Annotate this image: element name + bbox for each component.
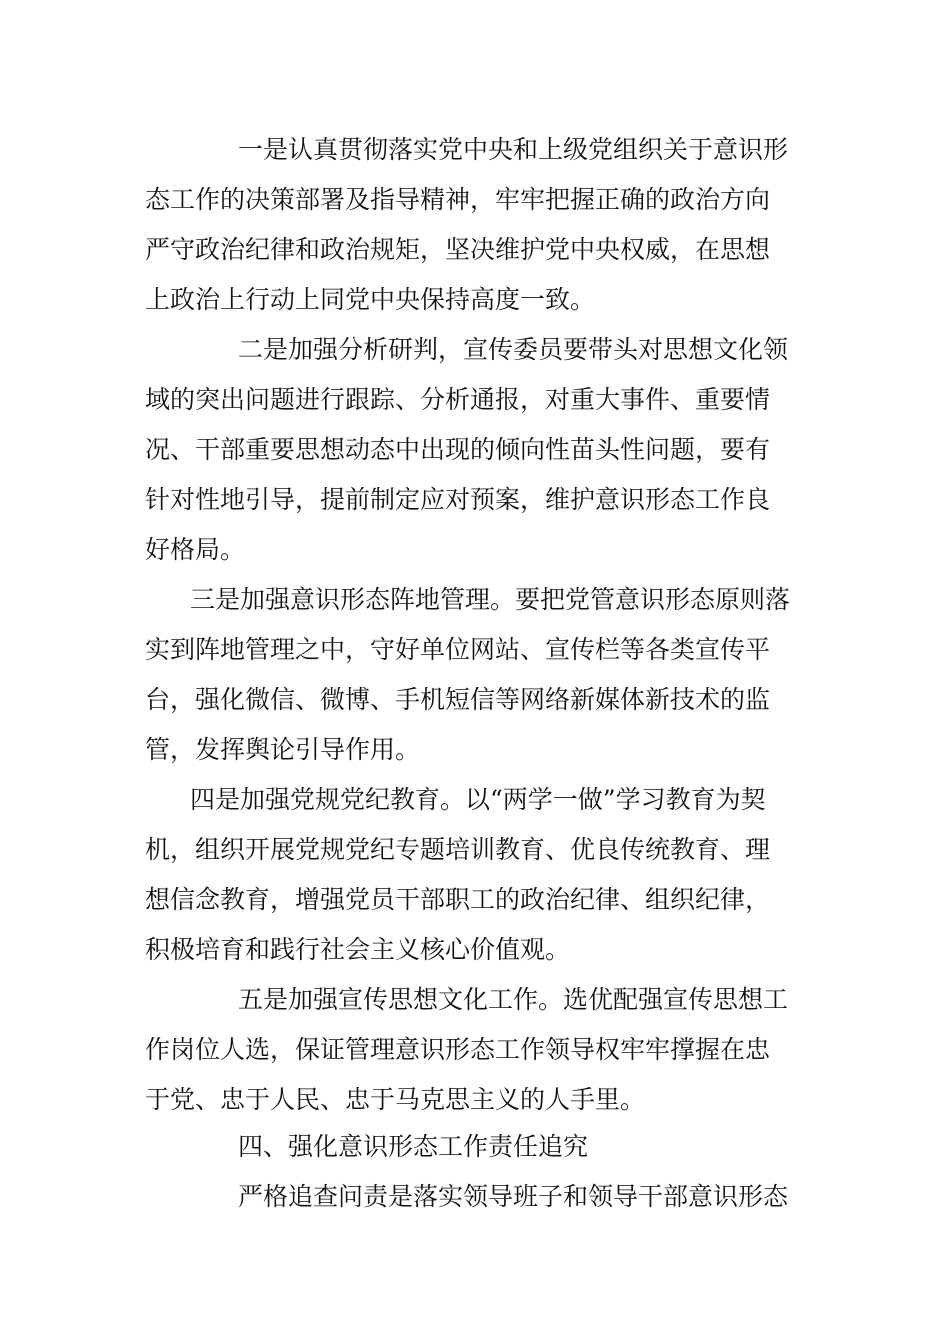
paragraph-1-line-2: 态工作的决策部署及指导精神，牢牢把握正确的政治方向 bbox=[145, 185, 771, 214]
paragraph-5-line-3: 于党、忠于人民、忠于马克思主义的人手里。 bbox=[145, 1085, 646, 1114]
paragraph-1-line-1: 一是认真贯彻落实党中央和上级党组织关于意识形 bbox=[238, 135, 789, 164]
paragraph-2-line-2: 域的突出问题进行跟踪、分析通报，对重大事件、重要情 bbox=[145, 385, 771, 414]
section-heading: 四、强化意识形态工作责任追究 bbox=[238, 1132, 589, 1161]
paragraph-3-line-2: 实到阵地管理之中，守好单位网站、宣传栏等各类宣传平 bbox=[145, 635, 771, 664]
paragraph-4-line-3: 想信念教育，增强党员干部职工的政治纪律、组织纪律， bbox=[145, 885, 771, 914]
paragraph-2-line-1: 二是加强分析研判，宣传委员要带头对思想文化领 bbox=[238, 335, 789, 364]
paragraph-2-line-4: 针对性地引导，提前制定应对预案，维护意识形态工作良 bbox=[145, 485, 771, 514]
paragraph-4-line-4: 积极培育和践行社会主义核心价值观。 bbox=[145, 935, 571, 964]
paragraph-1-line-3: 严守政治纪律和政治规矩，坚决维护党中央权威，在思想 bbox=[145, 235, 771, 264]
paragraph-4-line-2: 机，组织开展党规党纪专题培训教育、优良传统教育、理 bbox=[145, 835, 771, 864]
paragraph-1-line-4: 上政治上行动上同党中央保持高度一致。 bbox=[145, 285, 596, 314]
paragraph-4-line-1: 四是加强党规党纪教育。以“两学一做”学习教育为契 bbox=[190, 785, 766, 814]
paragraph-3-line-4: 管，发挥舆论引导作用。 bbox=[145, 735, 421, 764]
paragraph-5-line-1: 五是加强宣传思想文化工作。选优配强宣传思想工 bbox=[238, 985, 789, 1014]
paragraph-3-line-3: 台，强化微信、微博、手机短信等网络新媒体新技术的监 bbox=[145, 685, 771, 714]
paragraph-3-line-1: 三是加强意识形态阵地管理。要把党管意识形态原则落 bbox=[190, 585, 791, 614]
paragraph-6-line-1: 严格追查问责是落实领导班子和领导干部意识形态 bbox=[238, 1182, 789, 1211]
paragraph-5-line-2: 作岗位人选，保证管理意识形态工作领导权牢牢撑握在忠 bbox=[145, 1035, 771, 1064]
paragraph-2-line-5: 好格局。 bbox=[145, 535, 246, 564]
paragraph-2-line-3: 况、干部重要思想动态中出现的倾向性苗头性问题，要有 bbox=[145, 435, 771, 464]
